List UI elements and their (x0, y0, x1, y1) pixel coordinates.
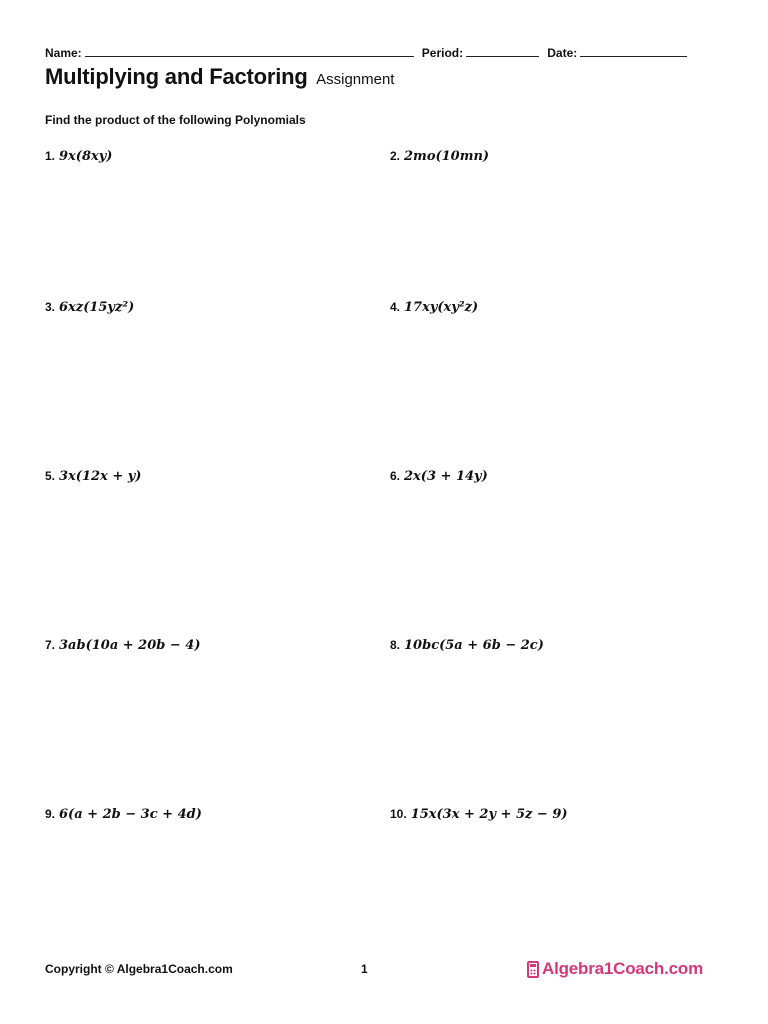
problem-6 (390, 468, 488, 484)
page-title (45, 64, 394, 90)
problem-3 (45, 299, 134, 315)
problem-number: 1. (45, 149, 56, 163)
period-blank[interactable] (466, 46, 539, 57)
brand-logo (527, 959, 703, 979)
problem-expression: 2x(3 + 14y) (404, 469, 488, 484)
problem-number: 9. (45, 807, 56, 821)
problem-expression: 3x(12x + y) (59, 469, 142, 484)
period-label: Period: (421, 46, 464, 60)
problem-expression: 6xz(15yz²) (59, 300, 135, 315)
problem-10 (390, 806, 568, 822)
problem-expression: 2mo(10mn) (404, 149, 490, 164)
problem-7 (45, 637, 201, 653)
problem-number: 5. (45, 469, 56, 483)
name-label: Name: (45, 46, 82, 60)
problem-number: 7. (45, 638, 56, 652)
brand-name: Algebra1Coach.com (542, 959, 703, 978)
problem-expression: 15x(3x + 2y + 5z − 9) (410, 807, 568, 822)
problem-number: 4. (390, 300, 401, 314)
problem-expression: 3ab(10a + 20b − 4) (59, 638, 201, 653)
calculator-icon (527, 961, 539, 978)
problem-1 (45, 148, 112, 164)
page-number: 1 (361, 962, 368, 976)
instructions: Find the product of the following Polynomials (45, 113, 306, 127)
problem-expression: 10bc(5a + 6b − 2c) (404, 638, 544, 653)
problem-number: 3. (45, 300, 56, 314)
student-info-line (45, 46, 695, 60)
problem-number: 8. (390, 638, 401, 652)
date-blank[interactable] (580, 46, 687, 57)
problem-expression: 6(a + 2b − 3c + 4d) (59, 807, 202, 822)
problem-9 (45, 806, 202, 822)
problem-8 (390, 637, 544, 653)
problem-number: 2. (390, 149, 401, 163)
problem-expression: 17xy(xy²z) (404, 300, 479, 315)
problem-number: 10. (390, 807, 407, 821)
title-sub: Assignment (316, 71, 395, 88)
title-main: Multiplying and Factoring (45, 64, 308, 89)
date-label: Date: (547, 46, 578, 60)
copyright-text: Copyright © Algebra1Coach.com (45, 962, 233, 976)
problem-expression: 9x(8xy) (59, 149, 113, 164)
name-blank[interactable] (85, 46, 414, 57)
problem-number: 6. (390, 469, 401, 483)
problem-4 (390, 299, 478, 315)
problem-5 (45, 468, 141, 484)
problem-2 (390, 148, 489, 164)
